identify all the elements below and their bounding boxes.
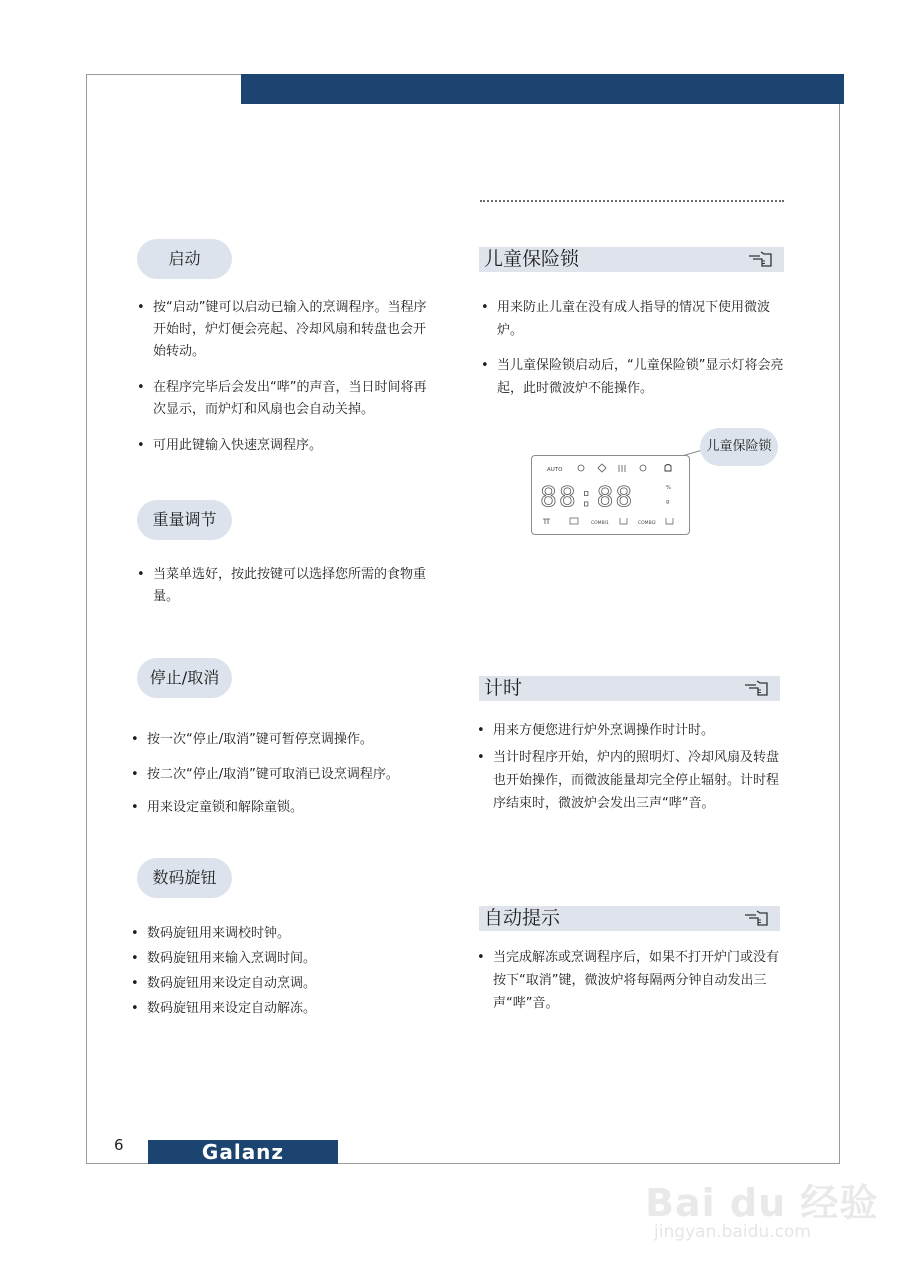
stop-cancel-bullets — [131, 729, 446, 819]
display-combi1-label: COMBI1 — [591, 521, 609, 526]
section-title-child-lock — [479, 247, 784, 272]
section-title-child-lock-label: 儿童保险锁 — [484, 248, 580, 270]
list-item: • 当菜单选好，按此按键可以选择您所需的食物重量。 — [137, 564, 432, 608]
gram-symbol: g — [666, 499, 670, 505]
percent-symbol: % — [666, 485, 671, 491]
display-auto-label: AUTO — [547, 467, 563, 473]
child-lock-callout: 儿童保险锁 — [700, 428, 778, 466]
section-title-weight: 重量调节 — [137, 500, 232, 540]
section-title-start: 启动 — [137, 239, 232, 279]
section-title-auto-reminder-label: 自动提示 — [484, 907, 561, 929]
page-number: 6 — [114, 1136, 124, 1154]
dotted-divider — [480, 200, 784, 202]
start-bullets — [137, 297, 432, 457]
list-item: • 按二次“停止/取消”键可取消已设烹调程序。 — [131, 764, 446, 786]
oven-icon — [570, 518, 578, 524]
auto-reminder-bullets — [477, 946, 782, 1015]
header-band — [241, 74, 844, 104]
display-diagram — [532, 456, 689, 534]
clock-icon — [640, 465, 646, 471]
list-item: • 用来方便您进行炉外烹调操作时计时。 — [477, 719, 789, 742]
grill-icon — [619, 465, 625, 472]
combi1-icon — [620, 518, 627, 524]
list-item: • 按一次“停止/取消”键可暂停烹调操作。 — [131, 729, 446, 751]
list-item: • 当儿童保险锁启动后，“儿童保险锁”显示灯将会亮起，此时微波炉不能操作。 — [481, 354, 786, 400]
list-item: • 在程序完毕后会发出“哔”的声音，当日时间将再次显示，而炉灯和风扇也会自动关掉。 — [137, 377, 432, 421]
list-item: • 可用此键输入快速烹调程序。 — [137, 435, 432, 457]
section-title-timer — [479, 676, 780, 701]
brand-logo: Galanz — [148, 1140, 338, 1164]
child-lock-bullets — [481, 296, 786, 400]
timer-bullets — [477, 719, 789, 815]
microwave-icon — [543, 519, 550, 524]
weight-bullets — [137, 564, 432, 608]
control-panel-display — [531, 455, 690, 535]
section-title-timer-label: 计时 — [484, 677, 523, 699]
display-combi2-label: COMBI2 — [638, 521, 656, 526]
list-item: • 当完成解冻或烹调程序后，如果不打开炉门或没有按下“取消”键，微波炉将每隔两分钟自动发出三声“哔”音。 — [477, 946, 782, 1015]
display-digits: 88:88 — [540, 480, 635, 513]
pointing-hand-icon — [744, 909, 770, 927]
list-item: • 按“启动”键可以启动已输入的烹调程序。当程序开始时，炉灯便会亮起、冷却风扇和转盘也会开始转动。 — [137, 297, 432, 363]
section-title-auto-reminder — [479, 906, 780, 931]
list-item: • 用来设定童锁和解除童锁。 — [131, 797, 446, 819]
fan-icon — [578, 465, 584, 471]
list-item: • 数码旋钮用来调校时钟。 — [131, 921, 431, 946]
pointing-hand-icon — [744, 679, 770, 697]
combi2-icon — [666, 518, 673, 524]
section-title-stop-cancel: 停止/取消 — [137, 658, 232, 698]
list-item: • 当计时程序开始，炉内的照明灯、冷却风扇及转盘也开始操作，而微波能量却完全停止辐射。计时程序结束时，微波炉会发出三声“哔”音。 — [477, 746, 789, 815]
list-item: • 数码旋钮用来输入烹调时间。 — [131, 946, 431, 971]
digital-knob-bullets — [131, 921, 431, 1021]
watermark-logo: Bai du 经验 — [645, 1181, 879, 1225]
section-title-digital-knob: 数码旋钮 — [137, 858, 232, 898]
pointing-hand-icon — [748, 250, 774, 268]
lock-icon — [665, 465, 671, 472]
list-item: • 数码旋钮用来设定自动烹调。 — [131, 971, 431, 996]
watermark-url: jingyan.baidu.com — [654, 1222, 811, 1242]
list-item: • 数码旋钮用来设定自动解冻。 — [131, 996, 431, 1021]
defrost-icon — [598, 464, 606, 472]
list-item: • 用来防止儿童在没有成人指导的情况下使用微波炉。 — [481, 296, 786, 342]
